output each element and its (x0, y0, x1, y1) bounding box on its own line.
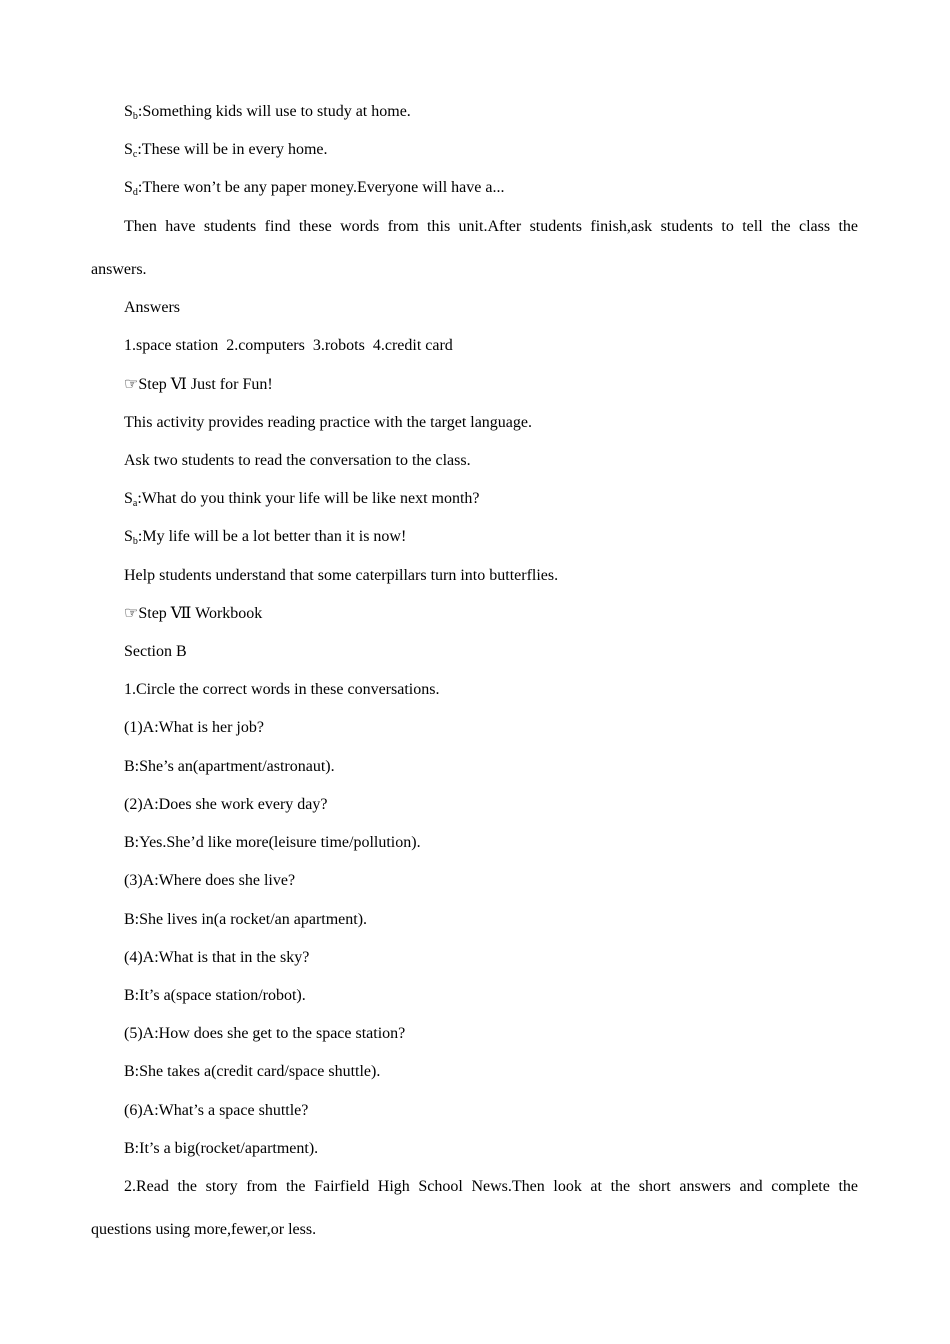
exercise-item: B:It’s a big(rocket/apartment). (124, 1140, 319, 1157)
section-heading: Section B (124, 643, 187, 660)
exercise-item: B:She’s an(apartment/astronaut). (124, 758, 335, 775)
exercise-item: B:Yes.She’d like more(leisure time/pollution). (124, 834, 421, 851)
dialogue-line-sa: $S_a:What$ do you think your life will be like next month? (124, 490, 480, 509)
exercise-item: (4)A:What is that in the sky? (124, 949, 310, 966)
exercise-2-instruction-line-1: 2.Read the story from the Fairfield High School News.Then look at the short answers and complete the (124, 1178, 858, 1195)
activity-description: This activity provides reading practice with the target language. (124, 414, 533, 431)
teaching-note: Help students understand that some caterpillars turn into butterflies. (124, 567, 559, 584)
activity-instruction: Ask two students to read the conversation to the class. (124, 452, 471, 469)
exercise-1-instruction: 1.Circle the correct words in these conversations. (124, 681, 440, 698)
exercise-item: (5)A:How does she get to the space station? (124, 1025, 406, 1042)
answers-list: 1.space station 2.computers 3.robots 4.credit card (124, 337, 453, 354)
dialogue-line-sb: $S_b:Something$ kids will use to study at home. (124, 103, 411, 122)
dialogue-line-sb-2: $S_b:My$ life will be a lot better than it is now! (124, 528, 407, 547)
instruction-paragraph-line-2: answers. (91, 261, 147, 278)
exercise-2-instruction-line-2: questions using more,fewer,or less. (91, 1221, 317, 1238)
exercise-item: B:She takes a(credit card/space shuttle). (124, 1063, 381, 1080)
exercise-item: (6)A:What’s a space shuttle? (124, 1102, 309, 1119)
exercise-item: B:It’s a(space station/robot). (124, 987, 306, 1004)
dialogue-line-sd: $S_d:There$ won’t be any paper money.Everyone will have a... (124, 179, 505, 198)
exercise-item: (1)A:What is her job? (124, 719, 264, 736)
answers-heading: Answers (124, 299, 180, 316)
step-heading-workbook: ☞Step Ⅶ Workbook (124, 605, 263, 622)
exercise-item: (3)A:Where does she live? (124, 872, 296, 889)
step-heading-just-for-fun: ☞Step Ⅵ Just for Fun! (124, 376, 273, 393)
exercise-item: B:She lives in(a rocket/an apartment). (124, 911, 368, 928)
dialogue-line-sc: $S_c:These$ will be in every home. (124, 141, 328, 160)
instruction-paragraph-line-1: Then have students find these words from this unit.After students finish,ask students to tell the class the (124, 218, 858, 235)
exercise-item: (2)A:Does she work every day? (124, 796, 328, 813)
